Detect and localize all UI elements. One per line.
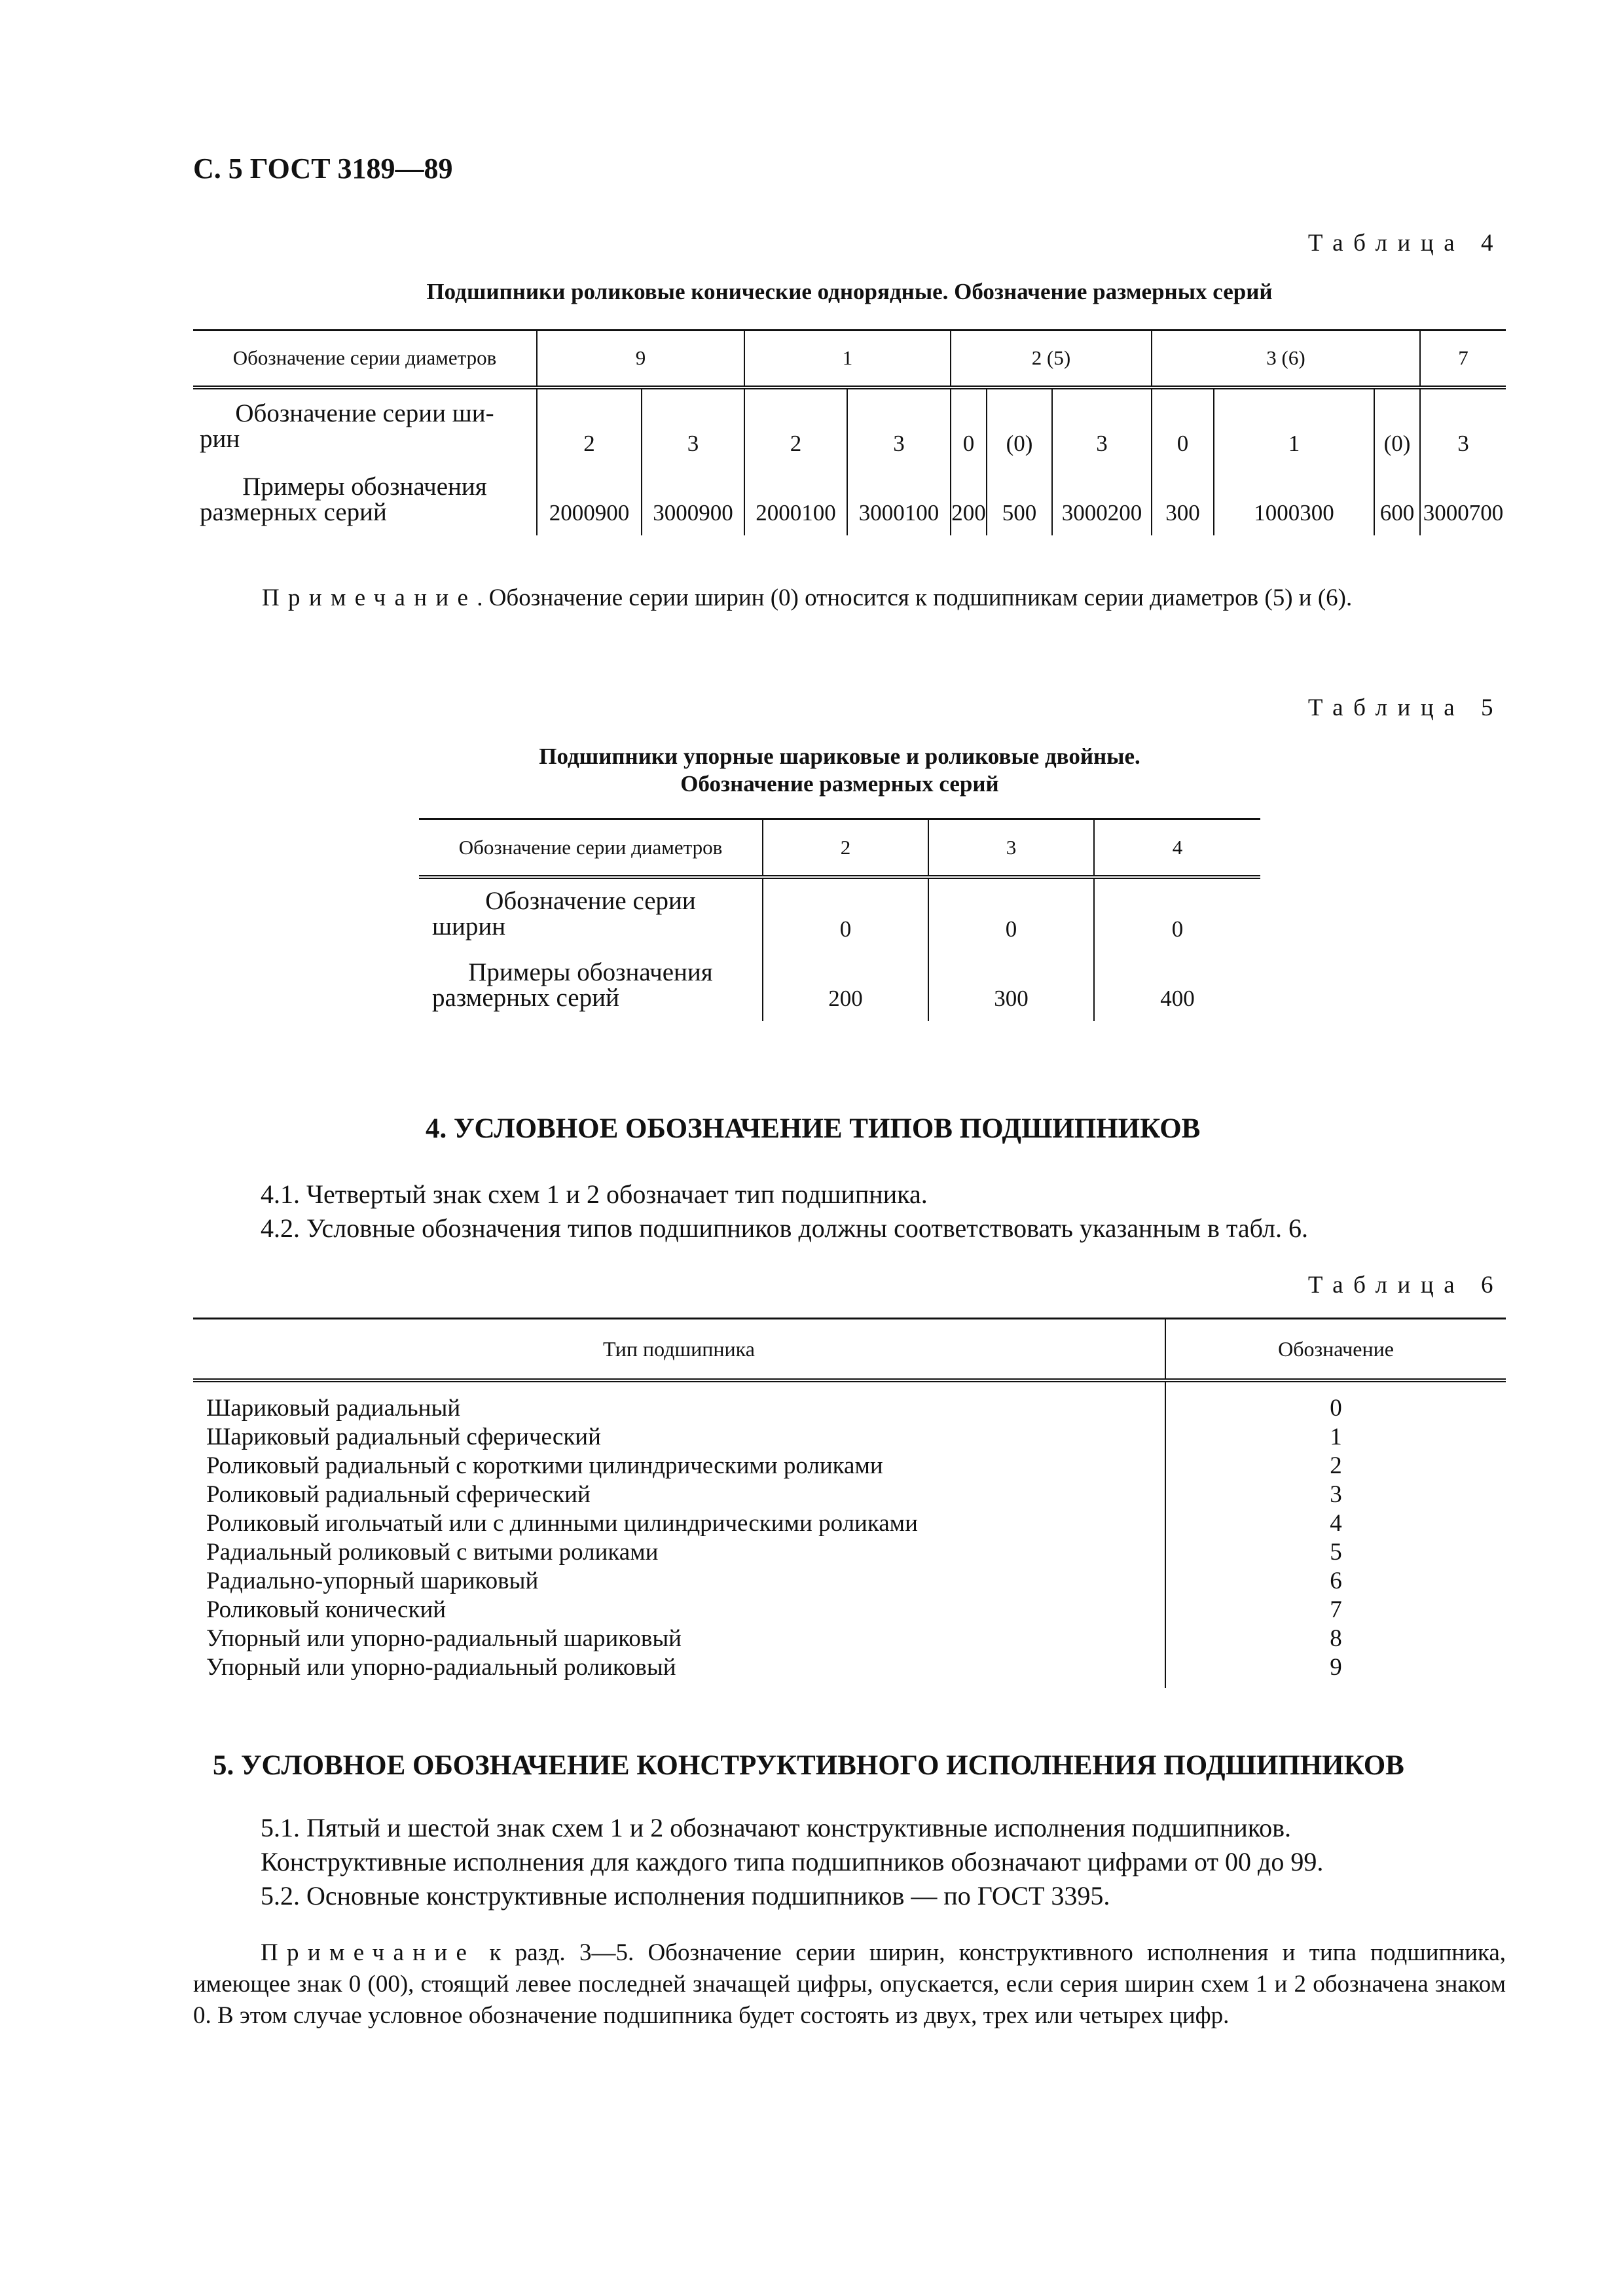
table4-diam-label-cell bbox=[193, 331, 537, 387]
section4-title: 4. УСЛОВНОЕ ОБОЗНАЧЕНИЕ ТИПОВ ПОДШИПНИКОВ bbox=[426, 1113, 1201, 1144]
table6-type: Роликовый радиальный сферический bbox=[206, 1481, 591, 1508]
table4-diam-value: 7 bbox=[1458, 346, 1468, 370]
table4-example-value: 3000200 bbox=[1061, 499, 1142, 526]
table4-diam-cell bbox=[1420, 331, 1506, 387]
section4-para-1: 4.1. Четвертый знак схем 1 и 2 обозначает тип подшипника. bbox=[261, 1179, 928, 1209]
table4-width-value: 0 bbox=[962, 430, 975, 456]
table4-example-value: 3000900 bbox=[653, 499, 733, 526]
table4-diam-cell bbox=[1152, 331, 1420, 387]
table6-code-column bbox=[1165, 1380, 1506, 1688]
table5-examples-label-line2: размерных серий bbox=[432, 983, 619, 1012]
table6-code-header: Обозначение bbox=[1165, 1319, 1506, 1381]
table4 bbox=[193, 329, 1506, 535]
table4-width-cell bbox=[1374, 387, 1420, 463]
table6-code: 4 bbox=[1330, 1510, 1342, 1537]
section5-para-1: 5.1. Пятый и шестой знак схем 1 и 2 обозначают конструктивные исполнения подшипников. bbox=[261, 1813, 1292, 1842]
table5-width-value: 0 bbox=[1171, 916, 1184, 942]
section5-para-2: 5.2. Основные конструктивные исполнения подшипников — по ГОСТ 3395. bbox=[261, 1881, 1110, 1910]
table6-code: 3 bbox=[1330, 1481, 1342, 1508]
table4-example-value: 200 bbox=[951, 499, 986, 526]
table4-width-cell bbox=[951, 387, 987, 463]
table4-width-value: 3 bbox=[1457, 430, 1469, 456]
table6-type: Упорный или упорно-радиальный шариковый bbox=[206, 1625, 682, 1652]
table4-example-value: 3000100 bbox=[858, 499, 939, 526]
table6-code: 8 bbox=[1330, 1625, 1342, 1652]
table4-example-value: 1000300 bbox=[1254, 499, 1334, 526]
table5-example-cell bbox=[1094, 949, 1260, 1021]
table6-type: Шариковый радиальный сферический bbox=[206, 1424, 601, 1450]
section5-para-1b: Конструктивные исполнения для каждого типа подшипников обозначают цифрами от 00 до 99. bbox=[261, 1847, 1324, 1876]
table5-width-value: 0 bbox=[1005, 916, 1017, 942]
table5-width-cell bbox=[1094, 877, 1260, 949]
table4-label: Таблица 4 bbox=[1307, 230, 1503, 257]
table4-diam-value: 9 bbox=[635, 346, 646, 370]
table6-code: 0 bbox=[1330, 1395, 1342, 1422]
table4-width-cell bbox=[1152, 387, 1214, 463]
table4-diam-value: 3 (6) bbox=[1266, 346, 1305, 370]
table4-diam-value: 1 bbox=[842, 346, 853, 370]
table5-label: Таблица 5 bbox=[1307, 694, 1503, 721]
table5-title-line2: Обозначение размерных серий bbox=[680, 771, 999, 797]
table6-code: 5 bbox=[1330, 1539, 1342, 1566]
table4-example-value: 2000100 bbox=[756, 499, 836, 526]
table4-width-value: 3 bbox=[893, 430, 905, 456]
table5-title-line1: Подшипники упорные шариковые и роликовые двойные. bbox=[539, 744, 1140, 769]
table4-width-label-line2: рин bbox=[200, 425, 240, 453]
table4-note bbox=[262, 583, 1352, 614]
table4-examples-label-cell bbox=[193, 463, 537, 535]
table4-example-value: 2000900 bbox=[549, 499, 630, 526]
table6-type: Шариковый радиальный bbox=[206, 1395, 461, 1422]
table5-example-value: 300 bbox=[994, 985, 1029, 1011]
table4-examples-label-line2: размерных серий bbox=[200, 497, 387, 526]
table4-example-value: 300 bbox=[1165, 499, 1200, 526]
table4-diam-cell bbox=[951, 331, 1152, 387]
table4-examples-label-line1: Примеры обозначения bbox=[242, 472, 487, 501]
table4-example-cell bbox=[537, 463, 642, 535]
table5-width-value: 0 bbox=[839, 916, 852, 942]
table6 bbox=[193, 1318, 1506, 1688]
table6-type-column bbox=[193, 1380, 1165, 1688]
table4-example-value: 600 bbox=[1379, 499, 1415, 526]
table4-example-cell bbox=[1374, 463, 1420, 535]
table4-example-cell bbox=[1420, 463, 1506, 535]
table4-example-cell bbox=[744, 463, 847, 535]
table5-diam-value: 3 bbox=[1006, 835, 1017, 859]
table4-width-cell bbox=[642, 387, 744, 463]
table5-diam-cell bbox=[1094, 819, 1260, 877]
table5-example-cell bbox=[928, 949, 1094, 1021]
table5-width-cell bbox=[763, 877, 928, 949]
table4-diam-cell bbox=[744, 331, 951, 387]
table4-example-cell bbox=[1214, 463, 1374, 535]
table4-width-cell bbox=[987, 387, 1052, 463]
section5-note-word: Примечание bbox=[261, 1939, 476, 1966]
table5-diam-value: 4 bbox=[1172, 835, 1183, 859]
table4-width-value: 2 bbox=[790, 430, 802, 456]
table5-example-cell bbox=[763, 949, 928, 1021]
table4-note-word: Примечание bbox=[262, 584, 477, 611]
table6-code: 6 bbox=[1330, 1568, 1342, 1594]
table4-width-value: (0) bbox=[1006, 430, 1033, 456]
table6-type: Роликовый игольчатый или с длинными цилиндрическими роликами bbox=[206, 1510, 918, 1537]
table4-width-cell bbox=[744, 387, 847, 463]
table4-example-cell bbox=[1152, 463, 1214, 535]
table4-diam-value: 2 (5) bbox=[1031, 346, 1071, 370]
table5-diam-cell bbox=[763, 819, 928, 877]
table5-width-label-line2: ширин bbox=[432, 912, 506, 941]
table5-title bbox=[419, 743, 1260, 798]
table6-type: Радиально-упорный шариковый bbox=[206, 1568, 539, 1594]
table4-width-label-line1: Обозначение серии ши- bbox=[235, 399, 494, 427]
section5-note bbox=[193, 1937, 1506, 2032]
table4-width-label-cell bbox=[193, 387, 537, 463]
table5-width-label-cell bbox=[419, 877, 763, 949]
table4-example-value: 500 bbox=[1002, 499, 1037, 526]
table5-diam-label: Обозначение серии диаметров bbox=[458, 835, 723, 859]
section5-note-text: к разд. 3—5. Обозначение серии ширин, конструктивного исполнения и типа подшипника, имеющее знак 0 (00), стоящий левее последней значащей цифры, опускается, если серия ширин схем 1 и 2 обозначена знаком 0. В этом случае условное обозначение подшипника будет состоять из двух, трех или четырех цифр. bbox=[193, 1939, 1506, 2030]
table4-example-cell bbox=[642, 463, 744, 535]
table6-code: 9 bbox=[1330, 1654, 1342, 1681]
table5-example-value: 200 bbox=[828, 985, 863, 1011]
section4-para-2: 4.2. Условные обозначения типов подшипников должны соответствовать указанным в табл. 6. bbox=[261, 1213, 1308, 1243]
table5-width-cell bbox=[928, 877, 1094, 949]
section5-title: 5. УСЛОВНОЕ ОБОЗНАЧЕНИЕ КОНСТРУКТИВНОГО ИСПОЛНЕНИЯ ПОДШИПНИКОВ bbox=[213, 1750, 1404, 1781]
table4-example-cell bbox=[951, 463, 987, 535]
table5-example-value: 400 bbox=[1160, 985, 1195, 1011]
table4-width-cell bbox=[1052, 387, 1152, 463]
table6-code: 1 bbox=[1330, 1424, 1342, 1450]
table4-diam-cell bbox=[537, 331, 744, 387]
table6-label: Таблица 6 bbox=[1307, 1272, 1503, 1299]
table4-width-cell bbox=[847, 387, 951, 463]
table4-width-value: 3 bbox=[1096, 430, 1108, 456]
table4-diam-label: Обозначение серии диаметров bbox=[232, 346, 497, 370]
table5-diam-value: 2 bbox=[840, 835, 851, 859]
table5-diam-cell bbox=[928, 819, 1094, 877]
table6-type: Радиальный роликовый с витыми роликами bbox=[206, 1539, 659, 1566]
table5 bbox=[419, 818, 1260, 1021]
table4-width-value: 2 bbox=[583, 430, 595, 456]
table4-title: Подшипники роликовые конические однорядные. Обозначение размерных серий bbox=[426, 279, 1273, 304]
table6-type: Роликовый радиальный с короткими цилиндрическими роликами bbox=[206, 1452, 883, 1479]
table4-width-value: 3 bbox=[687, 430, 699, 456]
table4-example-cell bbox=[1052, 463, 1152, 535]
table6-type-header: Тип подшипника bbox=[193, 1319, 1165, 1381]
page-header: С. 5 ГОСТ 3189—89 bbox=[193, 152, 453, 185]
table6-code: 7 bbox=[1330, 1596, 1342, 1623]
table4-width-cell bbox=[1214, 387, 1374, 463]
table6-type: Роликовый конический bbox=[206, 1596, 447, 1623]
table5-width-label-line1: Обозначение серии bbox=[485, 887, 696, 915]
table4-width-cell bbox=[537, 387, 642, 463]
table4-example-cell bbox=[987, 463, 1052, 535]
table4-note-text: . Обозначение серии ширин (0) относится к подшипникам серии диаметров (5) и (6). bbox=[477, 584, 1353, 611]
table4-example-value: 3000700 bbox=[1423, 499, 1504, 526]
table5-diam-label-cell bbox=[419, 819, 763, 877]
table5-examples-label-cell bbox=[419, 949, 763, 1021]
table6-code: 2 bbox=[1330, 1452, 1342, 1479]
table4-width-cell bbox=[1420, 387, 1506, 463]
table4-example-cell bbox=[847, 463, 951, 535]
table5-examples-label-line1: Примеры обозначения bbox=[468, 958, 713, 986]
table4-width-value: 0 bbox=[1176, 430, 1189, 456]
table6-type: Упорный или упорно-радиальный роликовый bbox=[206, 1654, 676, 1681]
table4-width-value: 1 bbox=[1288, 430, 1300, 456]
table4-width-value: (0) bbox=[1383, 430, 1411, 456]
